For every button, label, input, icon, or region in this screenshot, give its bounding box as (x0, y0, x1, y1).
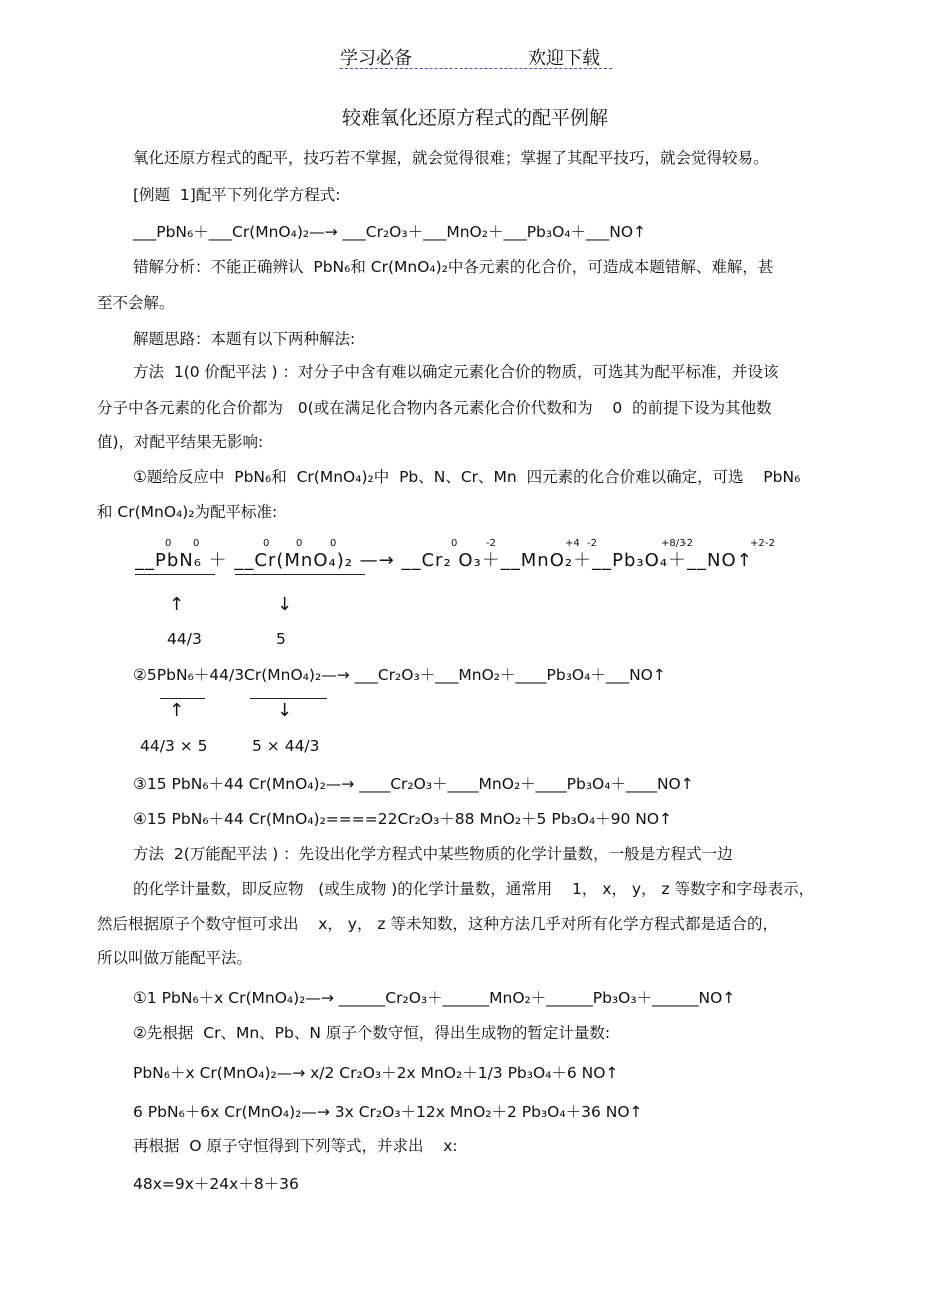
method1-line1: 方法 1(0 价配平法 ) ：对分子中含有难以确定元素化合价的物质，可选其为配平标准，并设该 (133, 363, 779, 381)
equation-1: ___PbN₆＋___Cr(MnO₄)₂—→ ___Cr₂O₃＋___MnO₂＋___Pb₃O₄＋___NO↑ (133, 223, 647, 241)
solution-idea: 解题思路：本题有以下两种解法: (133, 330, 356, 348)
up-arrow-icon: ↑ (169, 700, 185, 721)
method2-equation-a: PbN₆＋x Cr(MnO₄)₂—→ x/2 Cr₂O₃＋2x MnO₂＋1/3 Pb₃O₄＋6 NO↑ (133, 1064, 619, 1082)
method2-step2: ②先根据 Cr、Mn、Pb、N 原子个数守恒，得出生成物的暂定计量数: (133, 1024, 611, 1042)
ox-mark: 0 (296, 538, 303, 549)
method2-step1: ①1 PbN₆＋x Cr(MnO₄)₂—→ ______Cr₂O₃＋______MnO₂＋______Pb₃O₃＋______NO↑ (133, 989, 736, 1007)
value-pbn6: 44/3 (167, 630, 202, 648)
header-right: 欢迎下载 (528, 48, 600, 69)
page-title: 较难氧化还原方程式的配平例解 (341, 107, 608, 129)
step1-line2: 和 Cr(MnO₄)₂为配平标准: (97, 503, 278, 521)
method2-line1: 方法 2(万能配平法 ) ：先设出化学方程式中某些物质的化学计量数，一般是方程式一边 (133, 845, 733, 863)
ox-mark: -2 (587, 538, 597, 549)
method2-line3: 然后根据原子个数守恒可求出 x， y， z 等未知数，这种方法几乎对所有化学方程式都是适合的， (97, 915, 778, 933)
underline (135, 574, 215, 575)
intro-text: 氧化还原方程式的配平，技巧若不掌握，就会觉得很难；掌握了其配平技巧，就会觉得较易。 (133, 149, 769, 167)
ox-mark: 0 (451, 538, 458, 549)
ox-mark: -2 (765, 538, 775, 549)
down-arrow-icon: ↓ (277, 594, 293, 615)
ox-mark: +8/3 (661, 538, 686, 549)
ox-mark: -2 (486, 538, 496, 549)
ox-mark: 0 (193, 538, 200, 549)
ox-mark: +4 (565, 538, 580, 549)
step3-equation: ③15 PbN₆＋44 Cr(MnO₄)₂—→ ____Cr₂O₃＋____MnO₂＋____Pb₃O₄＋____NO↑ (133, 775, 694, 793)
wrong-analysis-1: 错解分析：不能正确辨认 PbN₆和 Cr(MnO₄)₂中各元素的化合价，可造成本题错解、难解，甚 (133, 258, 774, 276)
method1-line3: 值)，对配平结果无影响: (97, 433, 264, 451)
product-pbn6: 44/3 × 5 (140, 737, 208, 755)
method2-line2: 的化学计量数，即反应物 (或生成物 )的化学计量数，通常用 1， x， y， z 等数字和字母表示， (133, 880, 815, 898)
step1-line1: ①题给反应中 PbN₆和 Cr(MnO₄)₂中 Pb、N、Cr、Mn 四元素的化合价难以确定，可选 PbN₆ (133, 468, 801, 486)
underline (250, 698, 327, 699)
method2-step3: 再根据 O 原子守恒得到下列等式，并求出 x: (133, 1137, 458, 1155)
ox-mark: 0 (165, 538, 172, 549)
ox-mark: -2 (683, 538, 693, 549)
method2-line4: 所以叫做万能配平法。 (97, 949, 253, 967)
down-arrow-icon: ↓ (277, 700, 293, 721)
ox-mark: 0 (330, 538, 337, 549)
ox-mark: 0 (263, 538, 270, 549)
wrong-analysis-2: 至不会解。 (97, 294, 175, 312)
step4-equation: ④15 PbN₆＋44 Cr(MnO₄)₂====22Cr₂O₃＋88 MnO₂＋5 Pb₃O₄＋90 NO↑ (133, 810, 673, 828)
oxygen-balance-equation: 48x=9x＋24x＋8＋36 (133, 1175, 299, 1193)
header-left: 学习必备 (340, 48, 412, 69)
up-arrow-icon: ↑ (169, 594, 185, 615)
ox-mark: +2 (750, 538, 765, 549)
underline (235, 574, 365, 575)
balancing-equation: __PbN₆ ＋ __Cr(MnO₄)₂ —→ __Cr₂ O₃＋__MnO₂＋__Pb₃O₄＋__NO↑ (135, 550, 753, 571)
header-divider (340, 68, 612, 69)
underline (160, 698, 205, 699)
method1-line2: 分子中各元素的化合价都为 0(或在满足化合物内各元素化合价代数和为 0 的前提下设为其他数 (97, 399, 772, 417)
value-crmno4: 5 (276, 630, 286, 648)
product-crmno4: 5 × 44/3 (252, 737, 320, 755)
example-label: [例题 1]配平下列化学方程式: (133, 186, 341, 204)
method2-equation-b: 6 PbN₆＋6x Cr(MnO₄)₂—→ 3x Cr₂O₃＋12x MnO₂＋2 Pb₃O₄＋36 NO↑ (133, 1103, 643, 1121)
step2-equation: ②5PbN₆＋44/3Cr(MnO₄)₂—→ ___Cr₂O₃＋___MnO₂＋____Pb₃O₄＋___NO↑ (133, 666, 666, 684)
